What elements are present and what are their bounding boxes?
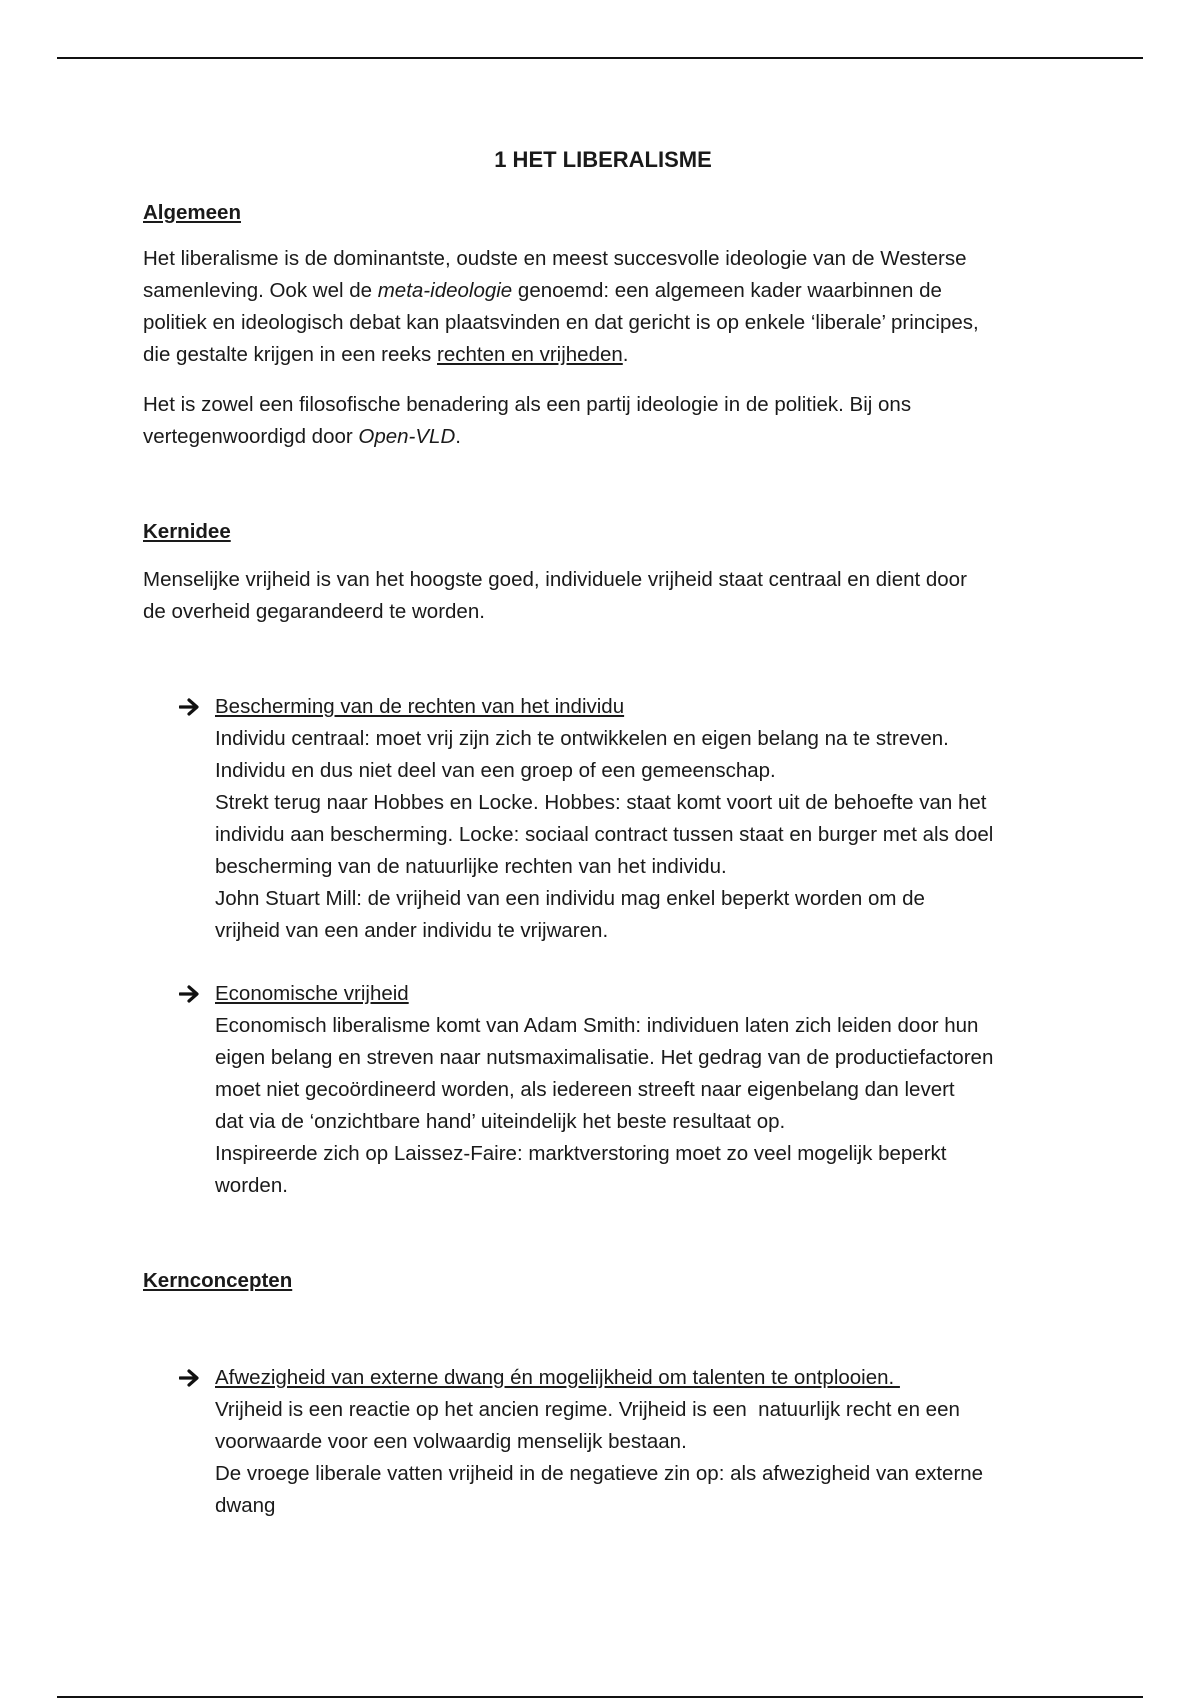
bullet-afwezigheid-dwang [179,1362,983,1522]
text-span: genoemd: een algemeen kader waarbinnen de [512,279,942,302]
text-line: politiek en ideologisch debat kan plaatsvinden en dat gericht is op enkele ‘liberale’ principes, [143,311,979,334]
arrow-right-icon [179,978,209,1003]
bullet-bescherming [179,691,993,947]
text-line: Menselijke vrijheid is van het hoogste goed, individuele vrijheid staat centraal en dient door [143,568,967,591]
text-line: de overheid gegarandeerd te worden. [143,600,485,623]
text-line: Het liberalisme is de dominantste, oudste en meest succesvolle ideologie van de Westerse [143,247,967,270]
text-line [143,421,911,453]
text-line: John Stuart Mill: de vrijheid van een individu mag enkel beperkt worden om de [215,887,925,910]
text-line: Het is zowel een filosofische benadering als een partij ideologie in de politiek. Bij ons [143,393,912,416]
bullet-title: Bescherming van de rechten van het individu [215,695,625,718]
bottom-rule [57,1696,1143,1698]
text-span: . [622,343,629,366]
open-vld-term: Open-VLD [358,425,456,448]
text-span: die gestalte krijgen in een reeks [143,343,438,366]
text-line: Individu centraal: moet vrij zijn zich te ontwikkelen en eigen belang na te streven. [215,727,949,750]
text-line [143,275,979,307]
text-line: Economisch liberalisme komt van Adam Smith: individuen laten zich leiden door hun [215,1014,979,1037]
text-line [143,339,979,371]
text-line: Vrijheid is een reactie op het ancien regime. Vrijheid is een natuurlijk recht en een [215,1398,960,1421]
heading-kernconcepten: Kernconcepten [143,1269,293,1292]
paragraph-algemeen-2 [143,389,911,453]
heading-kernidee: Kernidee [143,520,231,543]
text-line: Individu en dus niet deel van een groep of een gemeenschap. [215,759,776,782]
bullet-economische-vrijheid [179,978,993,1202]
bullet-title: Afwezigheid van externe dwang én mogelijkheid om talenten te ontplooien. [215,1366,900,1389]
paragraph-kernidee [143,564,967,628]
text-span: samenleving. Ook wel de [143,279,378,302]
text-line: dwang [215,1494,276,1517]
text-line: voorwaarde voor een volwaardig menselijk bestaan. [215,1430,687,1453]
top-rule [57,57,1143,59]
text-line: moet niet gecoördineerd worden, als iedereen streeft naar eigenbelang dan levert [215,1078,955,1101]
text-span: vertegenwoordigd door [143,425,359,448]
text-line: vrijheid van een ander individu te vrijwaren. [215,919,609,942]
arrow-right-icon [179,1362,209,1387]
heading-algemeen: Algemeen [143,201,241,224]
text-line: De vroege liberale vatten vrijheid in de negatieve zin op: als afwezigheid van externe [215,1462,984,1485]
rechten-en-vrijheden-term: rechten en vrijheden [437,343,623,366]
text-line: Inspireerde zich op Laissez-Faire: marktverstoring moet zo veel mogelijk beperkt [215,1142,947,1165]
meta-ideologie-term: meta-ideologie [377,279,513,302]
text-line: dat via de ‘onzichtbare hand’ uiteindelijk het beste resultaat op. [215,1110,786,1133]
text-line: bescherming van de natuurlijke rechten van het individu. [215,855,727,878]
paragraph-algemeen-1 [143,243,979,371]
text-line: worden. [215,1174,288,1197]
bullet-title: Economische vrijheid [215,982,409,1005]
text-span: . [455,425,461,448]
arrow-right-icon [179,691,209,716]
text-line: individu aan bescherming. Locke: sociaal contract tussen staat en burger met als doel [215,823,994,846]
text-line: Strekt terug naar Hobbes en Locke. Hobbes: staat komt voort uit de behoefte van het [215,791,987,814]
text-line: eigen belang en streven naar nutsmaximalisatie. Het gedrag van de productiefactoren [215,1046,994,1069]
page-title: 1 HET LIBERALISME [494,147,712,172]
